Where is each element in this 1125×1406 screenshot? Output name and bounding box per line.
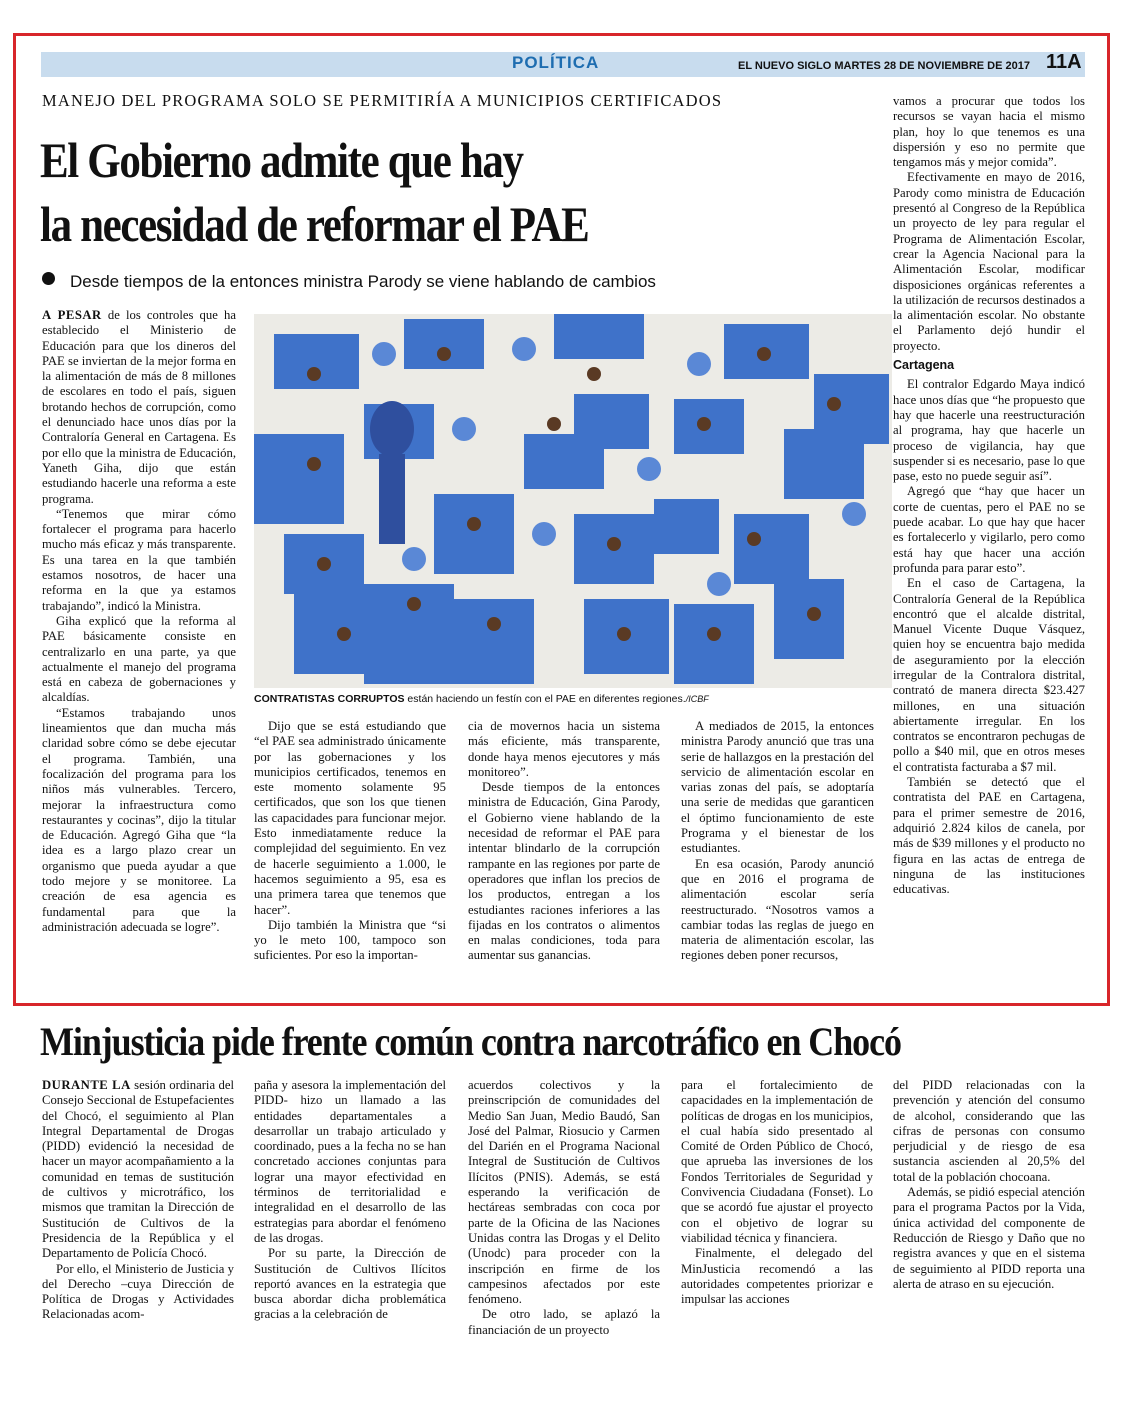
masthead-date: EL NUEVO SIGLO MARTES 28 DE NOVIEMBRE DE 2017 (738, 60, 1030, 72)
article2-column-5 (893, 1078, 1085, 1292)
headline-line-1: El Gobierno admite que hay (40, 132, 523, 188)
paragraph: En esa ocasión, Parody anunció que en 2016 el programa de alimentación escolar sería reestructurado. “Nosotros vamos a cambiar todas las reglas de juego en materia de alimentación escolar, las regiones deben poner recursos, (681, 856, 874, 963)
paragraph: DURANTE LA sesión ordinaria del Consejo Seccional de Estupefacientes del Chocó, el seguimiento al Plan Integral Departamental de Drogas (PIDD) evidenció la necesidad de hacer un mayor acompañamiento a la comunidad en temas de sustitución de cultivos y microtráfico, los mismos que tramitan la Dirección de Sustitución de Cultivos de la Presidencia de la República y el Departamento de Policía Chocó. (42, 1078, 235, 1261)
paragraph: A mediados de 2015, la entonces ministra Parody anunció que tras una serie de hallazgos en la prestación del servicio de alimentación escolar en varias zonas del país, se adoptaría una serie de medidas que garanticen el óptimo funcionamiento de este Programa y el bienestar de los estudiantes. (681, 719, 874, 856)
paragraph: A PESAR de los controles que ha establecido el Ministerio de Educación para que los dineros del PAE se inviertan de la mejor forma en la alimentación de más de 8 millones de escolares en todo el país, siguen brotando hechos de corrupción, como el denunciado hace unos días por la Contraloría General en Cartagena. Es por ello que la ministra de Educación, Yaneth Giha, dijo que están estudiando hacerle una reforma a este programa. (42, 308, 236, 506)
paragraph: “Estamos trabajando unos lineamientos que dan mucha más claridad sobre cómo se debe ejecutar el programa. También, una focalización del programa para los niños más vulnerables. Tercero, mejorar la infraestructura como restaurantes y cocinas”, dijo la titular de Educación. Agregó Giha que “la idea es a largo plazo crear un organismo que pueda ayudar a que todo mejore y se monitoree. La creación de esa agencia es fundamental para que la administración adecuada se logre”. (42, 705, 236, 934)
paragraph: del PIDD relacionadas con la prevención y atención del consumo de alcohol, considerando que las cifras de personas con consumo perjudicial y de riesgo de esa sustancia ascienden al 20,5% del total de la población chocoana. (893, 1078, 1085, 1184)
paragraph: Giha explicó que la reforma al PAE básicamente consiste en centralizarlo en una parte, ya que actualmente el manejo del programa está en cabeza de gobernaciones y alcaldías. (42, 613, 236, 705)
paragraph: El contralor Edgardo Maya indicó hace unos días que “he propuesto que hay que hacerle una reestructuración al programa, hay que hacerle un proceso de vigilancia, hay que suspender si es necesario, pase lo que pase, esto no puede seguir así”. (893, 377, 1085, 484)
paragraph: Dijo que se está estudiando que “el PAE sea administrado únicamente por las gobernaciones y los municipios certificados, tenemos en este momento solamente 95 certificados, que son los que tienen las capacidades para funcionar mejor. Esto inmediatamente reduce la complejidad del seguimiento. En vez de hacerle seguimiento a 1.000, le hacemos seguimiento a 95, esa es una primera tarea que tenemos que hacer”. (254, 719, 446, 917)
photo-caption: CONTRATISTAS CORRUPTOS están haciendo un festín con el PAE en diferentes regiones./ICBF (254, 693, 709, 705)
article-subhead: Desde tiempos de la entonces ministra Parody se viene hablando de cambios (70, 272, 656, 291)
article1-column-5 (893, 94, 1085, 897)
paragraph: vamos a procurar que todos los recursos se vayan hacia el mismo plan, hoy lo que tenemos es una dispersión y eso no permite que tengamos más y mejor comida”. (893, 94, 1085, 170)
article-kicker: MANEJO DEL PROGRAMA SOLO SE PERMITIRÍA A MUNICIPIOS CERTIFICADOS (42, 91, 723, 110)
classroom-photo-image (254, 314, 892, 688)
paragraph: De otro lado, se aplazó la financiación de un proyecto (468, 1307, 660, 1337)
section-subheading: Cartagena (893, 358, 955, 373)
paragraph: acuerdos colectivos y la preinscripción de comunidades del Medio San Juan, Medio Baudó, San José del Palmar, Riosucio y Carmen del Darién en el Programa Nacional Integral de Sustitución de Cultivos Ilícitos (PNIS). Además, se está esperando la verificación de hectáreas sembradas con coca por parte de la Oficina de las Naciones Unidas contra las Drogas y el Delito (Unodc) para proceder con la inscripción en firme de los campesinos afectados por este fenómeno. (468, 1078, 660, 1307)
paragraph: En el caso de Cartagena, la Contraloría General de la República encontró que el alcalde distrital, Manuel Vicente Duque Vásquez, quien hoy se encuentra bajo medida de aseguramiento por la elección irregular de la Contralora distrital, contrató de manera directa $23.427 millones, en una situación abiertamente irregular. En los contratos se encontraron pechugas de pollo a $40 mil, que en otros meses el contratista facturaba a $7 mil. (893, 576, 1085, 774)
paragraph: Finalmente, el delegado del MinJusticia recomendó a las autoridades competentes priorizar e impulsar las acciones (681, 1246, 873, 1307)
article1-column-4 (681, 719, 874, 964)
paragraph: También se detectó que el contratista del PAE en Cartagena, para el primer semestre de 2016, adquirió 2.824 kilos de canela, por más de $39 millones y el producto no figura en las actas de entrega de ninguna de las instituciones educativas. (893, 775, 1085, 897)
article2-column-1 (42, 1078, 234, 1323)
article2-column-4 (681, 1078, 873, 1307)
paragraph: Dijo también la Ministra que “si yo le meto 100, tampoco son suficientes. Por eso la importan- (254, 917, 446, 963)
paragraph: Efectivamente en mayo de 2016, Parody como ministra de Educación presentó al Congreso de la República un proyecto de ley para regular el Programa de Alimentación Escolar, crear la Agencia Nacional para la Alimentación Escolar, modificar disposiciones orgánicas referentes a la utilización de recursos destinados a la alimentación escolar. No obstante el Parlamento dejó hundir el proyecto. (893, 170, 1086, 353)
article1-column-2 (254, 719, 446, 964)
article2-headline: Minjusticia pide frente común contra narcotráfico en Chocó (40, 1019, 901, 1064)
paragraph: Desde tiempos de la entonces ministra de Educación, Gina Parody, el Gobierno viene hablando de la necesidad de reformar el PAE para intentar blindarlo de la corrupción rampante en las regiones por parte de operadores que inflan los precios de los productos, entregan a los estudiantes raciones inferiores a las fijadas en los contratos o alimentos en malas condiciones, toda para aumentar sus ganancias. (468, 780, 660, 963)
lead-in: A PESAR (42, 308, 102, 322)
article1-column-1 (42, 308, 236, 935)
section-label: POLÍTICA (512, 53, 600, 72)
article1-column-3 (468, 719, 660, 964)
paragraph: Por su parte, la Dirección de Sustitución de Cultivos Ilícitos reportó avances en la estrategia que busca abordar dicha problemática gracias a la celebración de (254, 1246, 446, 1322)
paragraph: cia de movernos hacia un sistema más eficiente, más transparente, donde haya menos ejecutores y más monitoreo”. (468, 719, 660, 779)
bullet-icon (42, 272, 55, 285)
article2-column-3 (468, 1078, 660, 1338)
paragraph: para el fortalecimiento de capacidades en la implementación de políticas de drogas en los municipios, el cual había sido presentado al Comité de Orden Público de Chocó, que aprueba las inversiones de los Fondos Territoriales de Seguridad y Convivencia Ciudadana (Fonset). Lo que se acordó fue ajustar el proyecto con el objetivo de lograr su viabilidad técnica y financiera. (681, 1078, 873, 1245)
article2-column-2 (254, 1078, 446, 1323)
headline-line-2: la necesidad de reformar el PAE (40, 196, 589, 252)
page-number: 11A (1046, 51, 1082, 73)
classroom-photo (254, 314, 892, 688)
paragraph: “Tenemos que mirar cómo fortalecer el programa para hacerlo mucho más eficaz y más transparente. Es una tarea en la que también estamos nosotros, de hacer una reforma en la que ya estamos trabajando”, indicó la Ministra. (42, 506, 236, 613)
paragraph: Además, se pidió especial atención para el programa Pactos por la Vida, única actividad del componente de Reducción de Riesgo y Daño que no registra avances y que en el sistema de seguimiento al PIDD reporta una alerta de atraso en su ejecución. (893, 1185, 1085, 1291)
article-headline (40, 128, 797, 256)
paragraph: Agregó que “hay que hacer un corte de cuentas, pero el PAE no se puede acabar. Lo que hay que hacer es fortalecerlo y vigilarlo, pero como está hay que hacer una acción profunda para parar esto”. (893, 484, 1085, 575)
paragraph: paña y asesora la implementación del PIDD- hizo un llamado a las entidades departamentales a desarrollar un trabajo articulado y coordinado, pues a la fecha no se han concretado acciones conjuntas para lograr una mayor efectividad en términos de territorialidad e integralidad en el desarrollo de las estrategias para abordar el fenómeno de las drogas. (254, 1078, 446, 1245)
paragraph: Por ello, el Ministerio de Justicia y del Derecho –cuya Dirección de Política de Drogas y Actividades Relacionadas acom- (42, 1261, 234, 1322)
lead-in: DURANTE LA (42, 1078, 131, 1092)
